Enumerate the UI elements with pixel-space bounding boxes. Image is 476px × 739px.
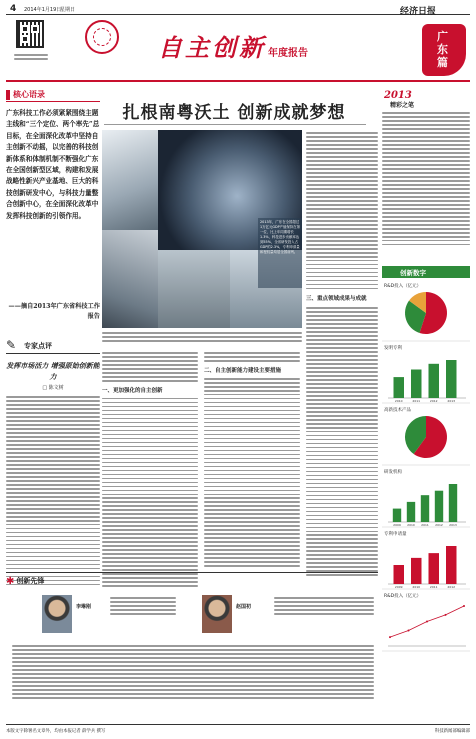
- issue-weekday: 星期日: [60, 7, 76, 13]
- data-title: 创新数字: [400, 268, 426, 277]
- expert-comment-heading: 发挥市场活力 增强原始创新能力: [6, 361, 100, 381]
- chart-bar: [393, 509, 401, 522]
- chart-bar: [446, 546, 457, 584]
- chart-bar: [394, 565, 405, 584]
- newspaper-name: 经济日报: [400, 7, 437, 17]
- sub-heading-3: 三、重点领域成果与成就: [306, 296, 367, 303]
- article-text-col-c: [306, 130, 378, 648]
- core-quotes-title: 核心语录: [13, 90, 45, 99]
- chart-tick-label: 2010: [412, 585, 421, 589]
- chart-tick-label: 2011: [412, 399, 421, 403]
- banner-title: 自主创新: [158, 33, 266, 62]
- qr-caption: [14, 52, 48, 62]
- person2-photo: [202, 595, 232, 633]
- chart-bar: [446, 360, 457, 398]
- seal-logo: [85, 20, 119, 54]
- chart-bar: [407, 502, 415, 522]
- expert-comment-author: □ 陈文树: [42, 385, 64, 391]
- data-title-bar: [382, 266, 470, 278]
- chart-title: 发明专利: [384, 346, 402, 351]
- sidebar-title: 精彩之笔: [390, 102, 415, 109]
- chart-bar: [435, 491, 443, 522]
- page-number: 4: [10, 4, 17, 14]
- chart-bar: [429, 553, 440, 584]
- issue-date: 2014年1月19日: [24, 7, 62, 13]
- expert-comment-title: 专家点评: [24, 342, 52, 350]
- core-quotes-title-bar: [6, 88, 100, 102]
- sub-heading-2: 二、自主创新能力建设主要措施: [204, 367, 282, 374]
- sidebar-highlights: [382, 110, 470, 262]
- person1-quote: [110, 595, 176, 617]
- chart-tick-label: 2012: [447, 585, 456, 589]
- quote-source: ——摘自2013年广东省科技工作报告: [8, 303, 100, 320]
- sidebar-header: [382, 88, 470, 108]
- chart-point: [445, 614, 447, 616]
- chart-point: [389, 636, 391, 638]
- year-label: 2013: [384, 90, 412, 101]
- sub-heading-1: 一、更加强化的自主创新: [102, 387, 163, 394]
- chart-title: R&D投入（亿元）: [384, 284, 422, 289]
- chart-tick-label: 2010: [394, 399, 403, 403]
- footer-credit: 本版文字除署名文章外，均由本报记者 薛学兵 撰写: [6, 729, 106, 734]
- main-headline: 扎根南粤沃土 创新成就梦想: [122, 103, 346, 123]
- photo-caption: 2013年，广东在全国超过1万亿元GDP产值保持在第一位，比上年同期增长1.3%，科技进步贡献率达到55%，全省研发投入占GDP的2.3%，专利申请量和授权量均居全国前列。: [258, 218, 302, 288]
- chart-bar: [411, 370, 422, 399]
- person2-quote: [274, 595, 374, 617]
- chart-title: 研发机构: [384, 470, 402, 475]
- region-badge: [422, 24, 466, 76]
- lab-photo-2: [102, 230, 158, 328]
- innovator-title-bar: [6, 575, 44, 587]
- chart-point: [426, 621, 428, 623]
- banner-subtitle: 年度报告: [268, 48, 308, 59]
- chart-point: [408, 629, 410, 631]
- page-header: [0, 0, 476, 90]
- pen-icon: ✎: [6, 338, 17, 352]
- chart-bar: [449, 484, 457, 522]
- factory-photo: [158, 250, 230, 328]
- chart-bar: [429, 364, 440, 398]
- person1-name: 李琳刚: [76, 604, 92, 610]
- banner-rule: [6, 80, 470, 82]
- innovator-title: 创新先锋: [16, 577, 45, 585]
- star-icon: ✱: [6, 575, 15, 587]
- innovator-section: [6, 572, 378, 722]
- person1-photo: [42, 595, 72, 633]
- chart-bar: [411, 558, 422, 584]
- chart-tick-label: 2009: [393, 523, 401, 527]
- chart-tick-label: 2009: [394, 585, 403, 589]
- chart-tick-label: 2013: [449, 523, 457, 527]
- chart-title: 专利申请量: [384, 532, 407, 537]
- footer-dept: 科技新闻部编辑部: [434, 729, 470, 734]
- headline-rule: [104, 124, 366, 125]
- chart-bar: [394, 377, 405, 398]
- chart-tick-label: 2012: [435, 523, 443, 527]
- chart-tick-label: 2013: [447, 399, 456, 403]
- region-badge-text: 广东篇: [437, 30, 448, 69]
- footer: [6, 724, 470, 737]
- chart-tick-label: 2011: [429, 585, 438, 589]
- person2-name: 赵国初: [236, 604, 252, 610]
- photo-credits: [102, 330, 302, 344]
- qr-code: [16, 20, 44, 48]
- innovation-charts: [382, 280, 470, 680]
- expert-comment-header: [6, 338, 100, 354]
- chart-tick-label: 2010: [407, 523, 415, 527]
- chart-title: R&D投入（亿元）: [384, 594, 422, 599]
- chart-point: [463, 605, 465, 607]
- core-quote: 广东科技工作必须紧紧围绕主题主线和“三个定位、两个率先”总目标，在全面深化改革中坚持自主创新不动摇，以完善的科技创新体系和体制机制不断强化广东在全国创新型区域，构建和发展战略性新兴产业基地、巨大的科技创新研发中心，与科技力量整合创新中心，在全面深化改革中发挥科技创新的引领作用。: [6, 109, 100, 220]
- right-column: [382, 88, 470, 688]
- chart-title: 高新技术产品: [384, 408, 411, 413]
- innovator-body: [12, 643, 374, 713]
- chart-bar: [421, 495, 429, 522]
- chart-tick-label: 2012: [429, 399, 438, 403]
- chart-tick-label: 2011: [421, 523, 429, 527]
- lab-photo-1: [102, 130, 158, 230]
